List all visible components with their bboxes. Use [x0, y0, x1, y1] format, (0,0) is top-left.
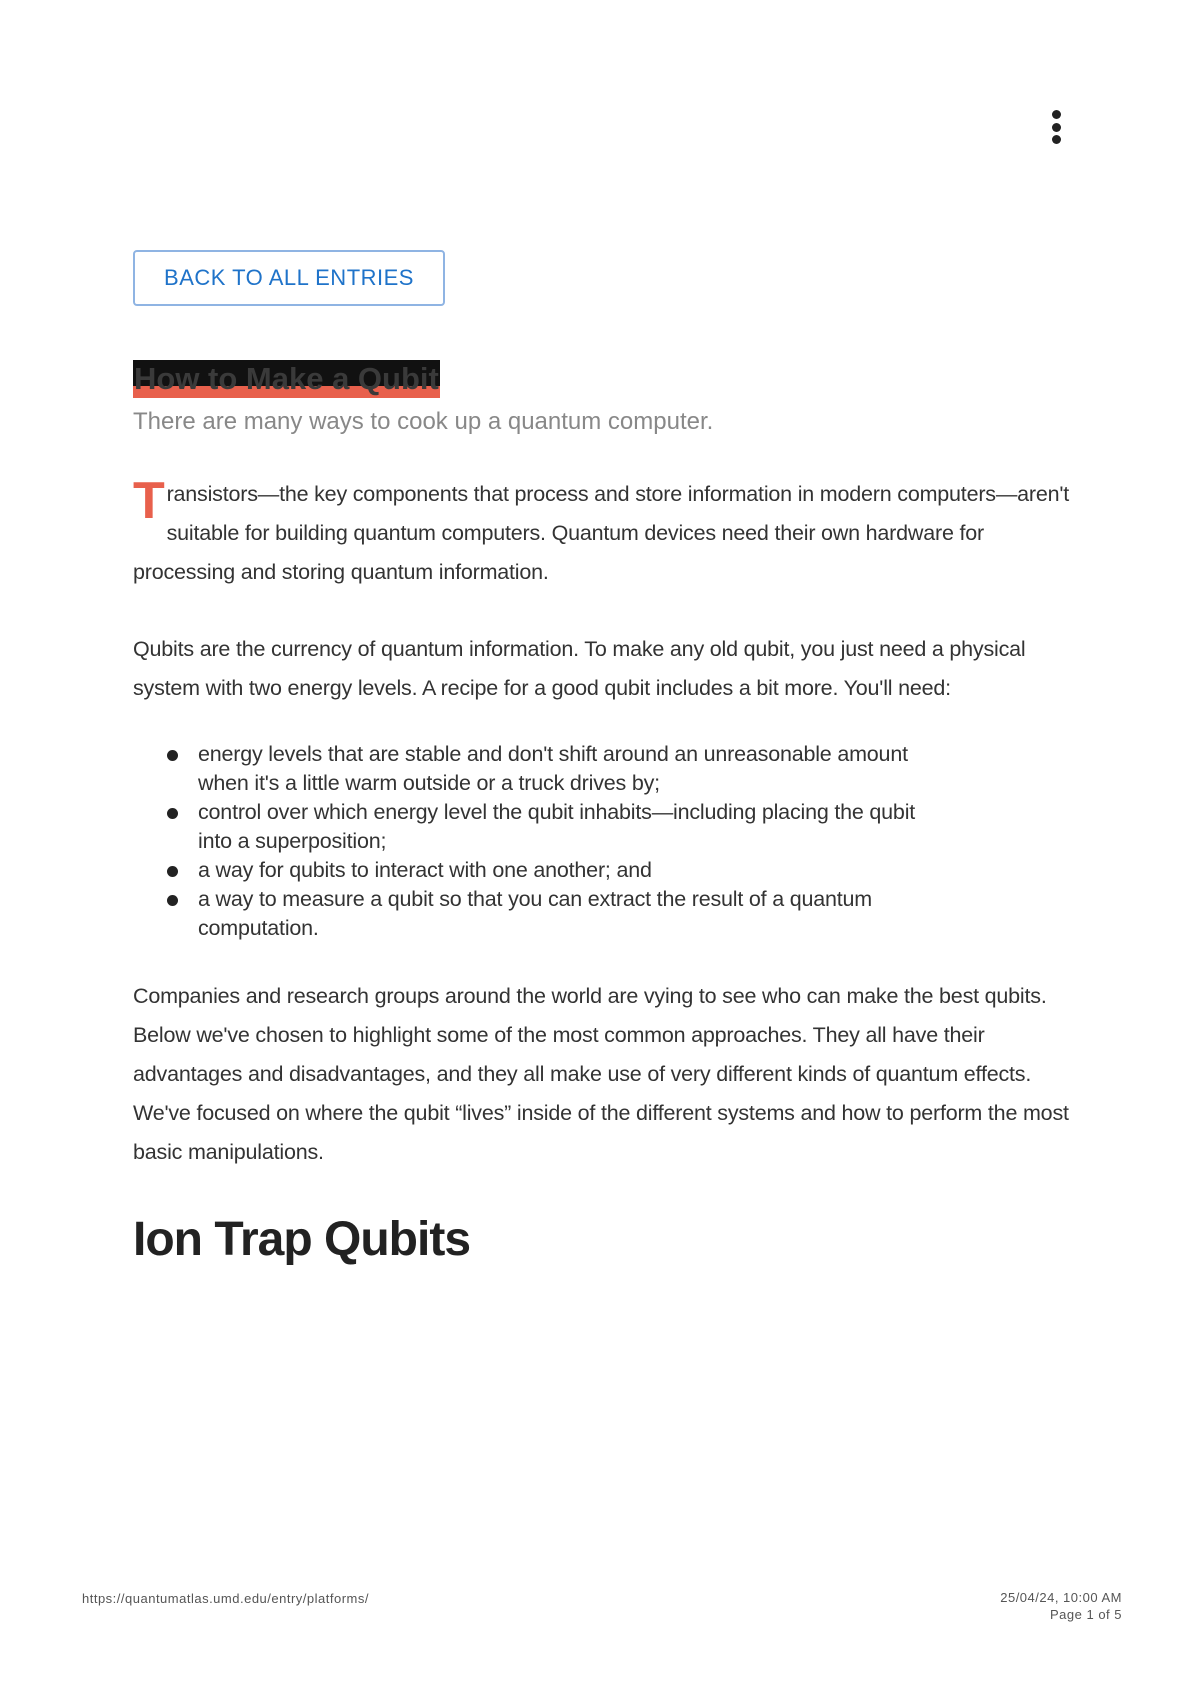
page-subtitle: There are many ways to cook up a quantum computer. — [133, 408, 714, 435]
bullet-icon — [167, 808, 178, 819]
bullet-icon — [167, 866, 178, 877]
list-item — [133, 856, 953, 885]
approaches-paragraph: Companies and research groups around the world are vying to see who can make the best qubits. Below we've chosen to highlight some of the most common approaches. They all have their advantages and disadvantages, and they all make use of very different kinds of quantum effects. We've focused on where the qubit “lives” inside of the different systems and how to perform the most basic manipulations. — [133, 984, 1069, 1164]
list-item-text: a way to measure a qubit so that you can extract the result of a quantum computation. — [198, 887, 872, 940]
footer-meta — [1000, 1589, 1122, 1623]
list-item — [133, 798, 953, 856]
intro-paragraph-text: ransistors—the key components that process and store information in modern computers—aren't suitable for building quantum computers. Quantum devices need their own hardware for processing and storing quantum information. — [133, 482, 1070, 584]
list-item-text: control over which energy level the qubit inhabits—including placing the qubit into a superposition; — [198, 800, 916, 853]
more-options-icon[interactable] — [1050, 110, 1062, 144]
list-item — [133, 885, 953, 943]
drop-cap: T — [133, 472, 165, 530]
footer-page-number: Page 1 of 5 — [1050, 1607, 1122, 1622]
requirements-list — [133, 740, 953, 943]
bullet-icon — [167, 895, 178, 906]
kebab-dot — [1052, 110, 1061, 119]
list-item — [133, 740, 953, 798]
bullet-icon — [167, 750, 178, 761]
list-item-text: a way for qubits to interact with one another; and — [198, 858, 652, 882]
list-item-text: energy levels that are stable and don't shift around an unreasonable amount when it's a little warm outside or a truck drives by; — [198, 742, 908, 795]
intro-paragraph — [133, 472, 1073, 592]
qubits-paragraph: Qubits are the currency of quantum information. To make any old qubit, you just need a physical system with two energy levels. A recipe for a good qubit includes a bit more. You'll need: — [133, 637, 1026, 700]
kebab-dot — [1052, 123, 1061, 132]
kebab-dot — [1052, 135, 1061, 144]
footer-url: https://quantumatlas.umd.edu/entry/platforms/ — [82, 1591, 369, 1606]
footer-datetime: 25/04/24, 10:00 AM — [1000, 1590, 1122, 1605]
section-heading: Ion Trap Qubits — [133, 1213, 471, 1266]
page-title: How to Make a Qubit — [134, 361, 439, 396]
back-to-all-entries-button[interactable]: BACK TO ALL ENTRIES — [133, 250, 445, 306]
